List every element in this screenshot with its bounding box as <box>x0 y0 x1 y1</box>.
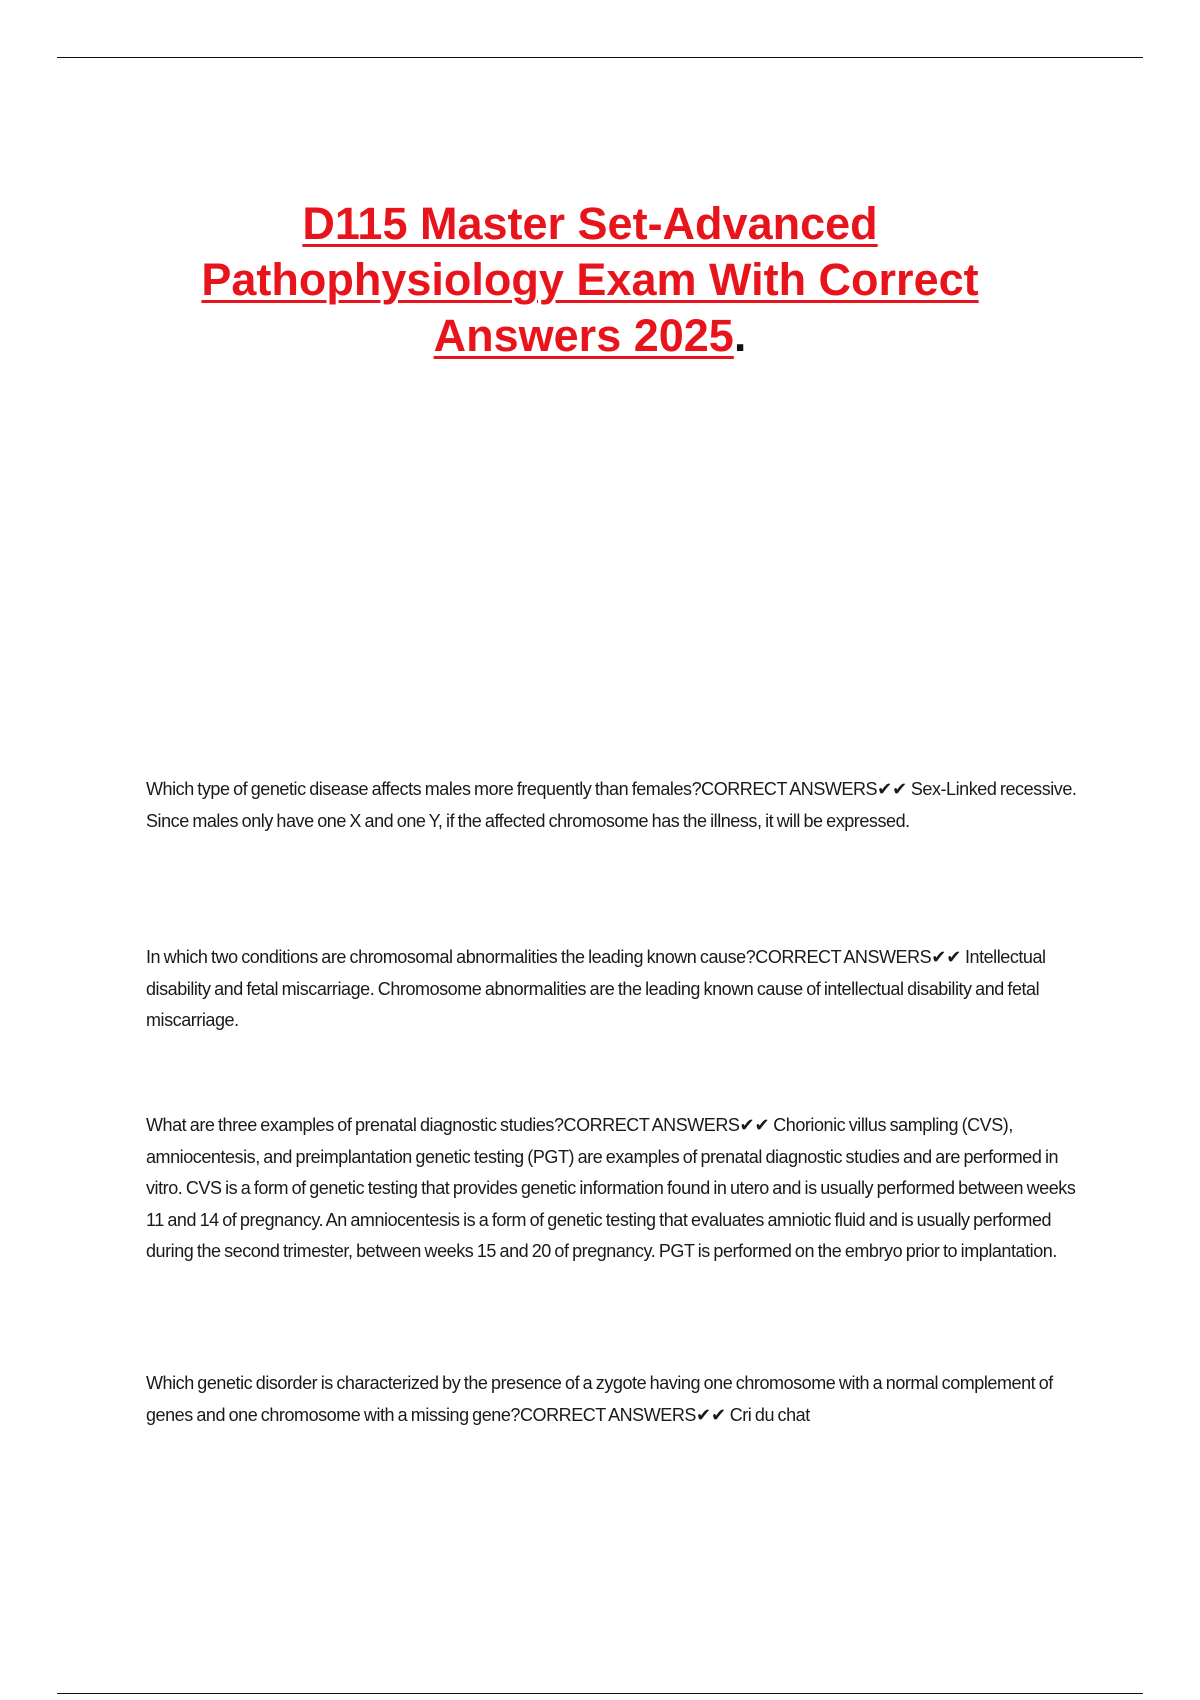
question-text: Which genetic disorder is characterized by the presence of a zygote having one chromosome with a normal complement of genes and one chromosome with a missing gene? <box>146 1373 1053 1425</box>
answer-marker: CORRECT ANSWERS <box>755 947 932 967</box>
footer-rule <box>57 1693 1143 1694</box>
checkmark-icon: ✔✔ <box>931 947 962 968</box>
checkmark-icon: ✔✔ <box>695 1404 727 1426</box>
header-rule <box>57 57 1143 58</box>
qa-item <box>146 1110 1094 1268</box>
answer-marker: CORRECT ANSWERS <box>701 779 878 799</box>
answer-text: Intellectual disability and fetal miscarriage. Chromosome abnormalities are the leading known cause of intellectual disability and fetal miscarriage. <box>146 947 1046 1030</box>
question-text: Which type of genetic disease affects males more frequently than females? <box>146 779 702 799</box>
document-title <box>150 196 1030 364</box>
qa-item <box>146 1368 1094 1431</box>
document-title-period: . <box>733 310 747 361</box>
answer-text: Sex-Linked recessive. Since males only have one X and one Y, if the affected chromosome has the illness, it will be expressed. <box>146 779 1077 831</box>
qa-item <box>146 774 1094 837</box>
qa-item <box>146 942 1094 1037</box>
question-text: In which two conditions are chromosomal abnormalities the leading known cause? <box>146 947 756 967</box>
answer-text: Cri du chat <box>729 1404 810 1425</box>
checkmark-icon: ✔✔ <box>877 779 908 800</box>
document-title-text: D115 Master Set-Advanced Pathophysiology Exam With Correct Answers 2025 <box>201 198 979 361</box>
checkmark-icon: ✔✔ <box>739 1115 770 1136</box>
answer-marker: CORRECT ANSWERS <box>563 1115 740 1135</box>
answer-marker: CORRECT ANSWERS <box>520 1404 696 1425</box>
question-text: What are three examples of prenatal diagnostic studies? <box>146 1115 564 1135</box>
answer-text: Chorionic villus sampling (CVS), amniocentesis, and preimplantation genetic testing (PGT) are examples of prenatal diagnostic studies and are performed in vitro. CVS is a form of genetic testing that provides genetic information found in utero and is usually performed between weeks 11 and 14 of pregnancy. An amniocentesis is a form of genetic testing that evaluates amniotic fluid and is usually performed during the second trimester, between weeks 15 and 20 of pregnancy. PGT is performed on the embryo prior to implantation. <box>146 1115 1076 1261</box>
